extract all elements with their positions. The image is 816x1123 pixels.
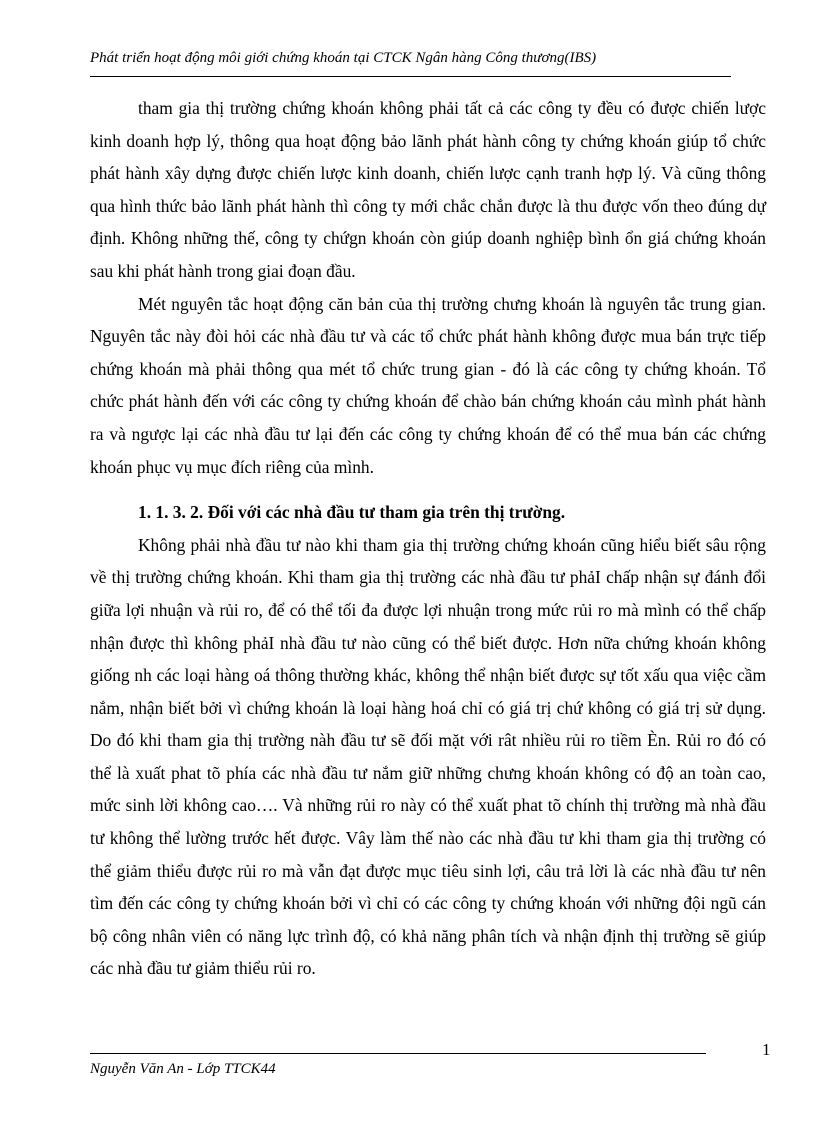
body-paragraph-3: Không phải nhà đầu tư nào khi tham gia thị trường chứng khoán cũng hiểu biết sâu rộng về thị trường chứng khoán. Khi tham gia thị trường các nhà đầu tư phảI chấp nhận sự đánh đổi giữa lợi nhuận và rủi ro, để có thể tối đa được lợi nhuận trong mức rủi ro mà mình có thể chấp nhận được thì không phảI nhà đầu tư nào cũng có thể biết được. Hơn nữa chứng khoán không giống nh các loại hàng oá thông thường khác, không thể nhận biết được sự tốt xấu qua việc cầm nắm, nhận biết bởi vì chứng khoán là loại hàng hoá chỉ có giá trị chứ không có giá trị sử dụng. Do đó khi tham gia thị trường nàh đầu tư sẽ đối mặt với rât nhiều rủi ro tiềm Èn. Rủi ro đó có thể là xuất phat tõ phía các nhà đầu tư nắm giữ những chưng khoán không có độ an toàn cao, mức sinh lời không cao…. Và những rủi ro này có thể xuất phat tõ chính thị trường mà nhà đầu tư không thể lường trước hết được. Vây làm thế nào các nhà đầu tư khi tham gia thị trường có thể giảm thiểu được rủi ro mà vẫn đạt được mục tiêu sinh lợi, câu trả lời là các nhà đầu tư nên tìm đến các công ty chứng khoán bởi vì chỉ có các công ty chứng khoán với những đội ngũ cán bộ công nhân viên có năng lực trình độ, có khả năng phân tích và nhận định thị trường sẽ giúp các nhà đầu tư giảm thiểu rủi ro. bbox=[90, 534, 766, 979]
body-paragraph-2: Mét nguyên tắc hoạt động căn bản của thị trường chưng khoán là nguyên tắc trung gian. Nguyên tắc này đòi hỏi các nhà đầu tư và các tổ chức phát hành không được mua bán trực tiếp chứng khoán mà phải thông qua mét tổ chức trung gian - đó là các công ty chứng khoán. Tổ chức phát hành đến với các công ty chứng khoán để chào bán chứng khoán cảu mình phát hành ra và ngược lại các nhà đầu tư lại đến các công ty chứng khoán để có thể mua bán các chứng khoán phục vụ mục đích riêng của mình. bbox=[90, 293, 766, 477]
footer-divider bbox=[90, 1053, 706, 1054]
running-header: Phát triển hoạt động môi giới chứng khoán tại CTCK Ngân hàng Công thương(IBS) bbox=[90, 50, 597, 66]
page-body bbox=[90, 92, 766, 985]
section-heading: 1. 1. 3. 2. Đối với các nhà đầu tư tham gia trên thị trường. bbox=[138, 502, 566, 523]
page-number: 1 bbox=[762, 1040, 771, 1059]
body-paragraph-1: tham gia thị trường chứng khoán không phải tất cả các công ty đều có được chiến lược kinh doanh hợp lý, thông qua hoạt động bảo lãnh phát hành công ty chứng khoán giúp tổ chức phát hành xây dựng được chiến lược kinh doanh, chiến lược cạnh tranh hợp lý. Và cũng thông qua hình thức bảo lãnh phát hành thì công ty mới chắc chắn được là thu được vốn theo đúng dự định. Không những thế, công ty chứgn khoán còn giúp doanh nghiệp bình ổn giá chứng khoán sau khi phát hành trong giai đoạn đầu. bbox=[90, 98, 766, 281]
running-footer: Nguyễn Văn An - Lớp TTCK44 bbox=[90, 1061, 276, 1077]
header-divider bbox=[90, 76, 731, 77]
